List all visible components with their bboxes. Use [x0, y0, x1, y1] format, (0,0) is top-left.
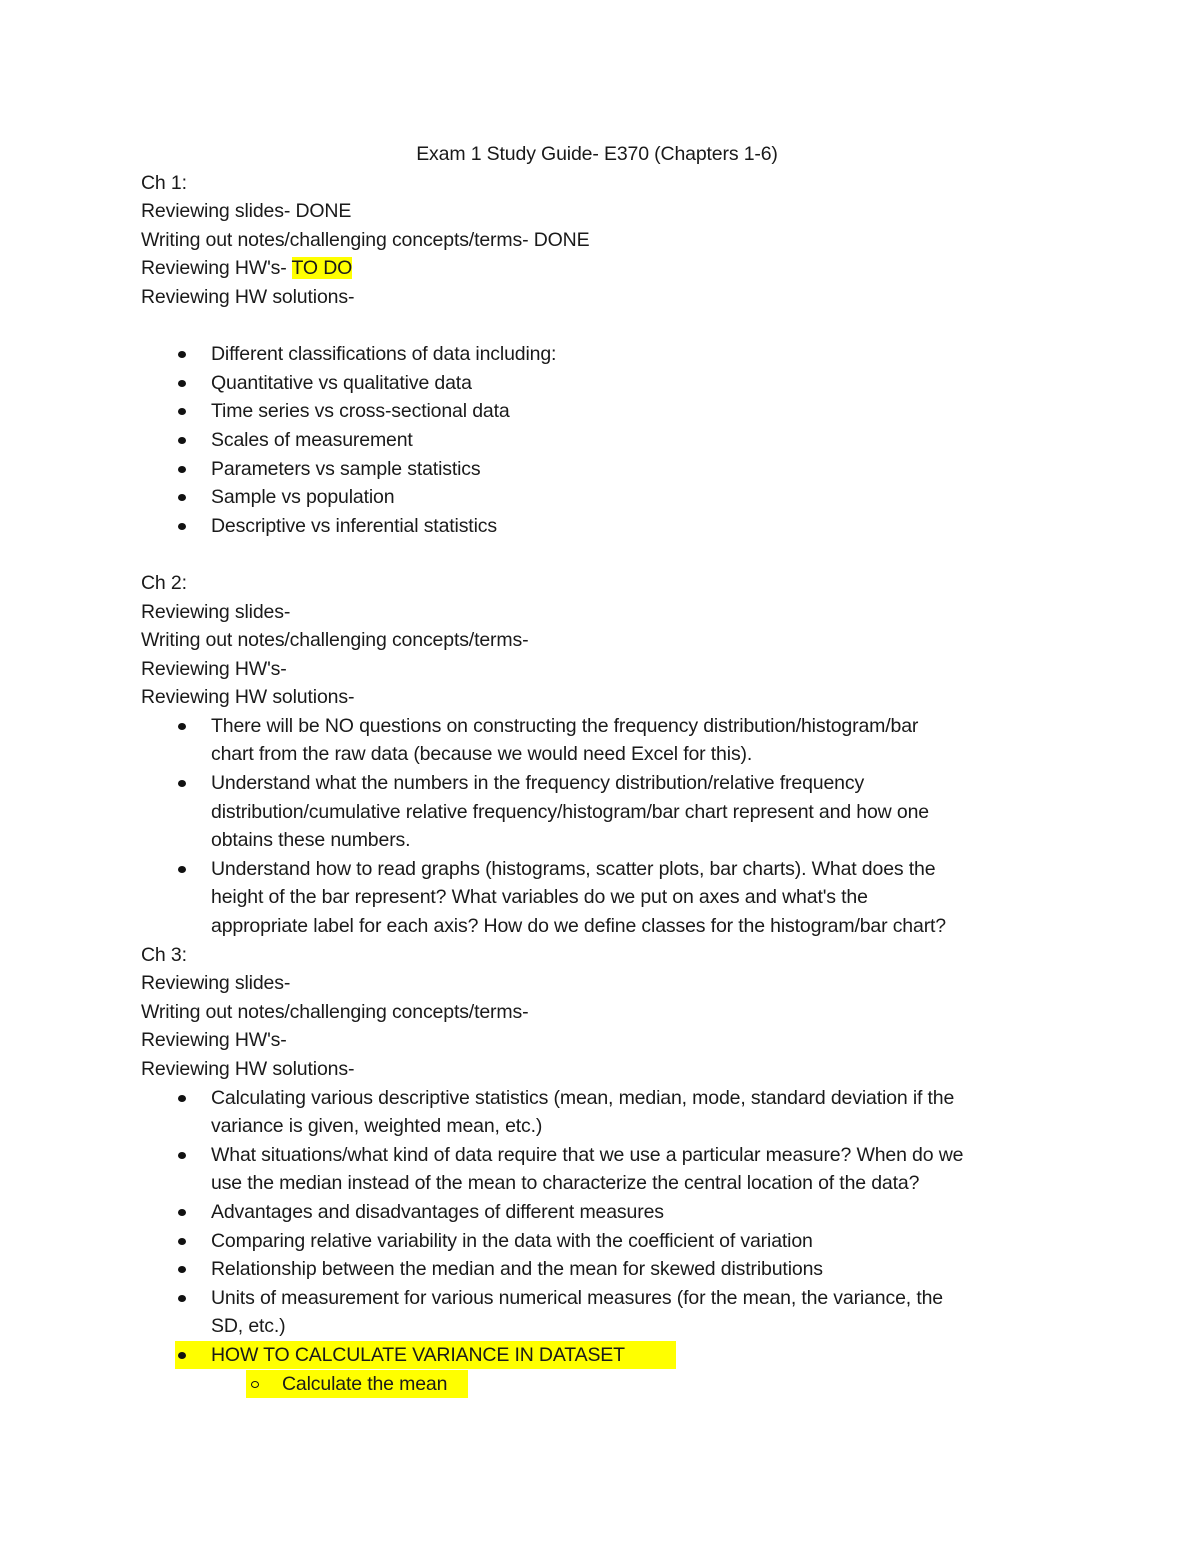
bullet-icon — [178, 466, 186, 473]
task-label: Reviewing slides- — [141, 200, 296, 223]
task-reviewing-hw-solutions: Reviewing HW solutions- — [141, 1058, 355, 1080]
task-status: DONE — [295, 200, 352, 223]
task-status-highlighted: TO DO — [291, 257, 353, 280]
bullet-icon — [178, 1238, 186, 1245]
task-writing-notes — [141, 226, 1071, 255]
list-item: Parameters vs sample statistics — [141, 455, 1071, 484]
chapter-1-section — [141, 169, 1071, 569]
bullet-icon — [178, 494, 186, 501]
list-item: There will be NO questions on constructing the frequency distribution/histogram/bar chart from the raw data (because we would need Excel for this). — [141, 712, 1071, 769]
bullet-icon — [178, 380, 186, 387]
chapter-3-section — [141, 941, 1071, 1399]
bullet-icon — [178, 1152, 186, 1159]
chapter-3-sub-bullet-list — [141, 1370, 1071, 1399]
list-item: Sample vs population — [141, 483, 1071, 512]
task-reviewing-slides — [141, 197, 1071, 226]
list-item: Comparing relative variability in the data with the coefficient of variation — [141, 1227, 1071, 1256]
task-label: Reviewing HW's- — [141, 257, 292, 280]
chapter-heading: Ch 3: — [141, 943, 187, 966]
bullet-icon — [178, 1352, 186, 1359]
list-item-highlighted: HOW TO CALCULATE VARIANCE IN DATASET — [141, 1341, 1071, 1370]
bullet-icon — [178, 523, 186, 530]
task-reviewing-hws — [141, 254, 1071, 283]
bullet-icon — [178, 780, 186, 787]
task-writing-notes: Writing out notes/challenging concepts/terms- — [141, 629, 529, 652]
list-item: Time series vs cross-sectional data — [141, 397, 1071, 426]
bullet-icon — [178, 866, 186, 873]
chapter-heading: Ch 1: — [141, 171, 187, 194]
task-reviewing-hw-solutions — [141, 283, 1071, 312]
list-item: What situations/what kind of data require that we use a particular measure? When do we use the median instead of the mean to characterize the central location of the data? — [141, 1141, 1071, 1198]
list-item: Different classifications of data including: — [141, 340, 1071, 369]
list-item: Descriptive vs inferential statistics — [141, 512, 1071, 541]
chapter-2-bullet-list — [141, 712, 1071, 941]
task-reviewing-hws: Reviewing HW's- — [141, 657, 287, 680]
chapter-heading: Ch 2: — [141, 571, 187, 594]
document-body — [141, 140, 1071, 1398]
task-reviewing-hws: Reviewing HW's- — [141, 1029, 287, 1052]
hollow-bullet-icon — [251, 1381, 259, 1388]
document-title: Exam 1 Study Guide- E370 (Chapters 1-6) — [416, 143, 778, 165]
bullet-icon — [178, 351, 186, 358]
list-item: Understand how to read graphs (histograms, scatter plots, bar charts). What does the height of the bar represent? What variables do we put on axes and what's the appropriate label for each axis? How do we define classes for the histogram/bar chart? — [141, 855, 1071, 941]
bullet-icon — [178, 1295, 186, 1302]
task-reviewing-slides: Reviewing slides- — [141, 600, 291, 623]
bullet-icon — [178, 408, 186, 415]
sub-list-item-highlighted: Calculate the mean — [141, 1370, 1071, 1399]
bullet-icon — [178, 723, 186, 730]
chapter-2-section — [141, 569, 1071, 941]
task-reviewing-slides: Reviewing slides- — [141, 972, 291, 995]
task-writing-notes: Writing out notes/challenging concepts/terms- — [141, 1000, 529, 1023]
bullet-icon — [178, 437, 186, 444]
list-item: Advantages and disadvantages of different measures — [141, 1198, 1071, 1227]
list-item: Quantitative vs qualitative data — [141, 369, 1071, 398]
bullet-icon — [178, 1209, 186, 1216]
bullet-icon — [178, 1266, 186, 1273]
list-item: Scales of measurement — [141, 426, 1071, 455]
list-item: Relationship between the median and the mean for skewed distributions — [141, 1255, 1071, 1284]
spacer — [141, 540, 1071, 569]
chapter-3-bullet-list — [141, 1084, 1071, 1370]
task-status: DONE — [533, 228, 590, 251]
task-reviewing-hw-solutions: Reviewing HW solutions- — [141, 686, 355, 709]
task-label: Writing out notes/challenging concepts/terms- — [141, 228, 534, 251]
bullet-icon — [178, 1095, 186, 1102]
task-label: Reviewing HW solutions- — [141, 285, 355, 308]
spacer — [141, 312, 1071, 341]
list-item: Calculating various descriptive statistics (mean, median, mode, standard deviation if the variance is given, weighted mean, etc.) — [141, 1084, 1071, 1141]
chapter-1-bullet-list — [141, 340, 1071, 540]
list-item: Understand what the numbers in the frequency distribution/relative frequency distribution/cumulative relative frequency/histogram/bar chart represent and how one obtains these numbers. — [141, 769, 1071, 855]
list-item: Units of measurement for various numerical measures (for the mean, the variance, the SD, etc.) — [141, 1284, 1071, 1341]
